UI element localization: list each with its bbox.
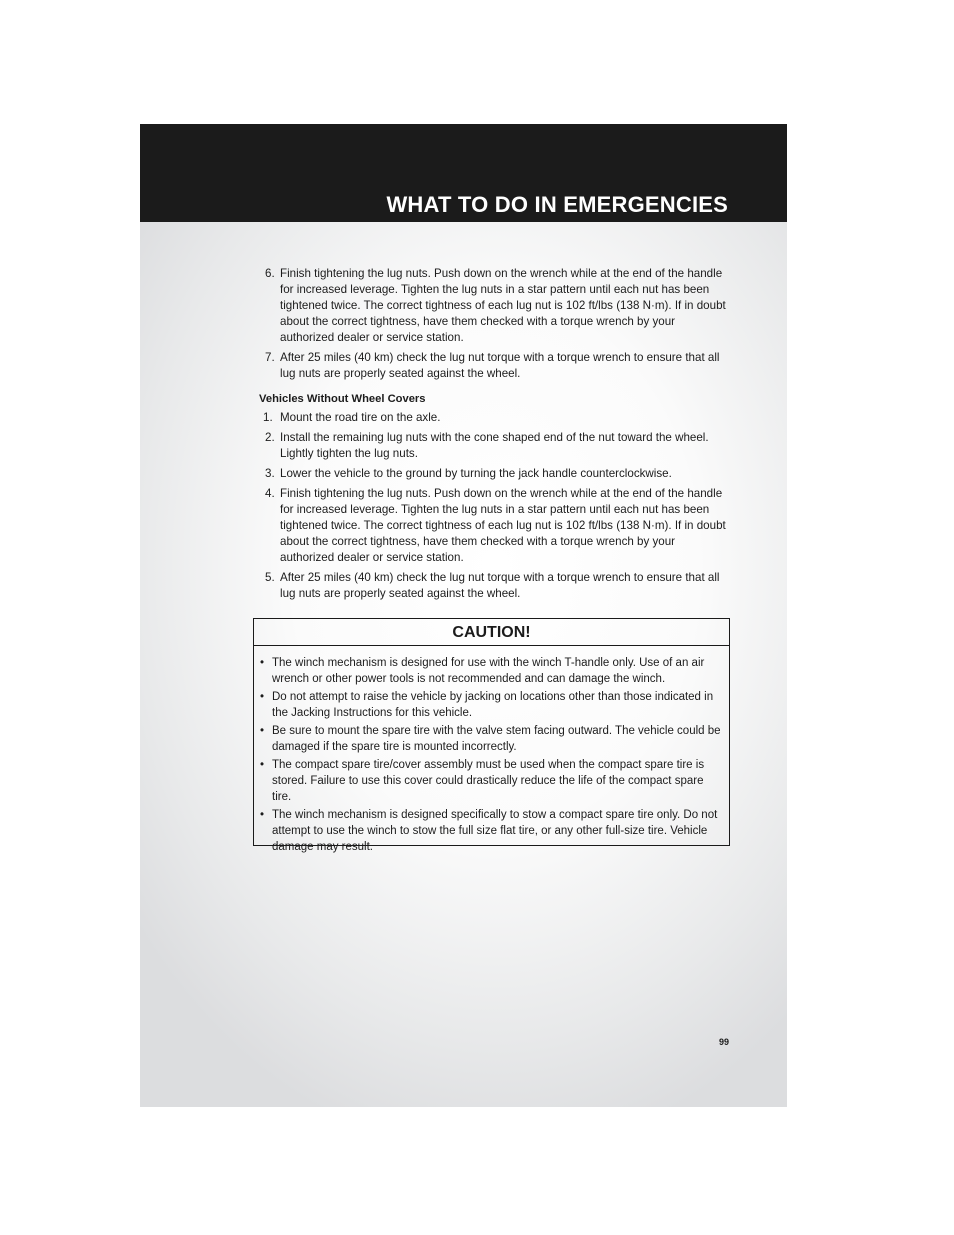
- bullet-icon: •: [260, 691, 265, 703]
- instructions-content: [259, 266, 729, 606]
- step-text: Mount the road tire on the axle.: [280, 411, 441, 424]
- step-item: [259, 430, 729, 462]
- step-text: After 25 miles (40 km) check the lug nut torque with a torque wrench to ensure that all lug nuts are properly seated against the wheel.: [280, 571, 720, 600]
- step-text: Finish tightening the lug nuts. Push down on the wrench while at the end of the handle for increased leverage. Tighten the lug nuts in a star pattern until each nut has been tightened twice. The correct tightness of each lug nut is 102 ft/lbs (138 N·m). If in doubt about the correct tightness, have them checked with a torque wrench by your authorized dealer or service station.: [280, 267, 726, 344]
- step-text: Install the remaining lug nuts with the cone shaped end of the nut toward the wheel. Lightly tighten the lug nuts.: [280, 431, 709, 460]
- caution-item: [254, 655, 723, 687]
- step-item: [259, 486, 729, 566]
- step-text: Lower the vehicle to the ground by turning the jack handle counterclockwise.: [280, 467, 672, 480]
- caution-item-text: The winch mechanism is designed for use with the winch T-handle only. Use of an air wrench or other power tools is not recommended and can damage the winch.: [272, 657, 705, 685]
- step-item: [259, 466, 729, 482]
- manual-page: [140, 124, 787, 1107]
- caution-item: [254, 757, 723, 805]
- caution-list: [254, 655, 729, 855]
- section-title: WHAT TO DO IN EMERGENCIES: [386, 192, 728, 217]
- bullet-icon: •: [260, 809, 265, 821]
- step-item: [259, 410, 729, 426]
- step-item: [259, 266, 729, 346]
- caution-item: [254, 689, 723, 721]
- step-text: After 25 miles (40 km) check the lug nut torque with a torque wrench to ensure that all lug nuts are properly seated against the wheel.: [280, 351, 720, 380]
- step-number: 4.: [265, 487, 275, 500]
- caution-item-text: Do not attempt to raise the vehicle by jacking on locations other than those indicated in the Jacking Instructions for this vehicle.: [272, 691, 714, 719]
- bullet-icon: •: [260, 657, 265, 669]
- page-number: 99: [718, 1037, 729, 1047]
- step-number: 2.: [265, 431, 275, 444]
- caution-header: [254, 619, 729, 646]
- caution-item-text: Be sure to mount the spare tire with the valve stem facing outward. The vehicle could be damaged if the spare tire is mounted incorrectly.: [272, 725, 721, 753]
- step-number: 6.: [265, 267, 275, 280]
- step-number: 3.: [265, 467, 275, 480]
- caution-box: [253, 618, 730, 853]
- bullet-icon: •: [260, 759, 265, 771]
- caution-item: [254, 723, 723, 755]
- step-item: [259, 570, 729, 602]
- step-number: 7.: [265, 351, 275, 364]
- caution-item: [254, 807, 723, 855]
- caution-title: CAUTION!: [452, 624, 531, 641]
- caution-item-text: The winch mechanism is designed specifically to stow a compact spare tire only. Do not attempt to use the winch to stow the full size flat tire, or any other full-size tire. Vehicle damage may result.: [272, 809, 718, 853]
- step-text: Finish tightening the lug nuts. Push down on the wrench while at the end of the handle for increased leverage. Tighten the lug nuts in a star pattern until each nut has been tightened twice. The correct tightness of each lug nut is 102 ft/lbs (138 N·m). If in doubt about the correct tightness, have them checked with a torque wrench by your authorized dealer or service station.: [280, 487, 726, 564]
- step-item: [259, 350, 729, 382]
- bullet-icon: •: [260, 725, 265, 737]
- caution-item-text: The compact spare tire/cover assembly must be used when the compact spare tire is stored. Failure to use this cover could drastically reduce the life of the compact spare tire.: [272, 759, 705, 803]
- step-number: 5.: [265, 571, 275, 584]
- step-number: 1.: [263, 411, 273, 424]
- section-header-band: [140, 124, 787, 222]
- subsection-heading: Vehicles Without Wheel Covers: [259, 393, 426, 405]
